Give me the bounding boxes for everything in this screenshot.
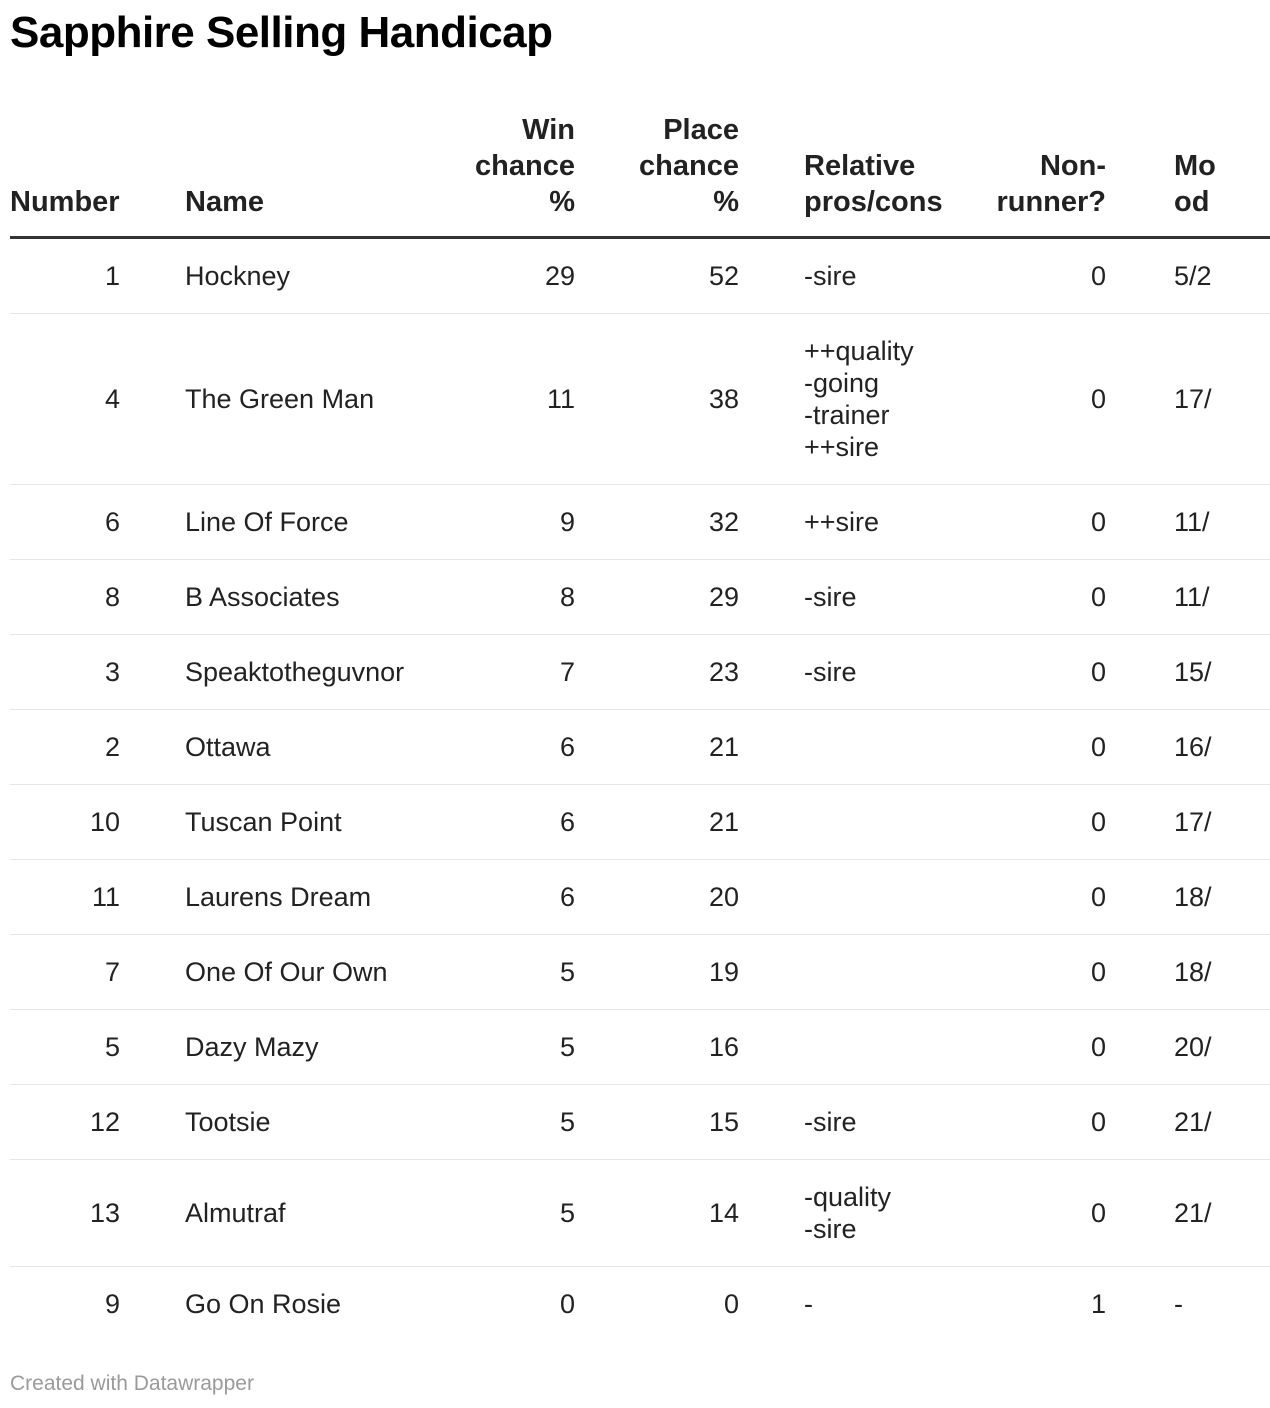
cell-odds: 11/ (1108, 560, 1270, 635)
cell-non-runner: 0 (941, 238, 1108, 314)
cell-odds: - (1174, 1289, 1183, 1319)
cell-odds: 20/ (1108, 1010, 1270, 1085)
table-row (10, 560, 1270, 635)
cell-place-chance: 21 (577, 710, 741, 785)
cell-place-chance: 19 (577, 935, 741, 1010)
cell-number: 9 (104, 1289, 120, 1319)
cell-odds: 17/ (1108, 314, 1270, 485)
cell-non-runner: 0 (941, 785, 1108, 860)
cell-non-runner: 1 (1090, 1289, 1106, 1319)
cell-place-chance: 15 (577, 1085, 741, 1160)
cell-place-chance: 52 (577, 238, 741, 314)
page-title: Sapphire Selling Handicap (10, 8, 553, 57)
cell-name: B Associates (122, 560, 422, 635)
cell-win-chance: 9 (422, 485, 577, 560)
column-header-place-chance[interactable]: Place chance % (577, 112, 741, 238)
cell-win-chance: 8 (422, 560, 577, 635)
table-row (10, 1085, 1270, 1160)
cell-non-runner: 0 (941, 935, 1108, 1010)
cell-number: 7 (10, 935, 122, 1010)
table-row (10, 935, 1270, 1010)
cell-place-chance: 0 (723, 1289, 739, 1319)
cell-relative (741, 1010, 941, 1085)
table-row (10, 635, 1270, 710)
cell-name: Go On Rosie (185, 1289, 342, 1319)
cell-win-chance: 0 (559, 1289, 575, 1319)
cell-win-chance: 5 (422, 935, 577, 1010)
table-row (10, 1010, 1270, 1085)
table-row (10, 1267, 1270, 1342)
cell-non-runner: 0 (941, 860, 1108, 935)
table-row (10, 785, 1270, 860)
cell-non-runner: 0 (941, 1085, 1108, 1160)
table-row (10, 314, 1270, 485)
cell-odds: 18/ (1108, 935, 1270, 1010)
runners-table (10, 112, 1270, 1341)
runners-table-container[interactable] (10, 112, 1216, 1341)
cell-name: One Of Our Own (122, 935, 422, 1010)
cell-number: 11 (10, 860, 122, 935)
column-header-odds[interactable]: Mo od (1108, 112, 1270, 238)
cell-odds: 16/ (1108, 710, 1270, 785)
cell-number: 4 (10, 314, 122, 485)
cell-relative (741, 860, 941, 935)
table-body (10, 238, 1270, 1342)
table-row (10, 238, 1270, 314)
cell-odds: 21/ (1108, 1085, 1270, 1160)
cell-number: 13 (10, 1160, 122, 1267)
cell-odds: 11/ (1108, 485, 1270, 560)
cell-place-chance: 14 (577, 1160, 741, 1267)
cell-win-chance: 6 (422, 710, 577, 785)
cell-relative (741, 935, 941, 1010)
cell-name: Ottawa (122, 710, 422, 785)
column-header-win-chance[interactable]: Win chance % (422, 112, 577, 238)
cell-place-chance: 38 (577, 314, 741, 485)
cell-number: 3 (10, 635, 122, 710)
cell-number: 6 (10, 485, 122, 560)
cell-relative: ++sire (741, 485, 941, 560)
cell-relative: -sire (741, 238, 941, 314)
cell-name: Dazy Mazy (122, 1010, 422, 1085)
table-row (10, 710, 1270, 785)
cell-non-runner: 0 (941, 485, 1108, 560)
cell-name: Line Of Force (122, 485, 422, 560)
cell-non-runner: 0 (941, 560, 1108, 635)
cell-number: 1 (10, 238, 122, 314)
cell-non-runner: 0 (941, 314, 1108, 485)
table-row (10, 1160, 1270, 1267)
header-row (10, 112, 1270, 238)
cell-relative: -sire (741, 560, 941, 635)
cell-relative: -sire (741, 1085, 941, 1160)
column-header-number[interactable]: Number (10, 112, 122, 238)
cell-win-chance: 6 (422, 785, 577, 860)
cell-non-runner: 0 (941, 635, 1108, 710)
cell-relative: -sire (741, 635, 941, 710)
cell-name: Tuscan Point (122, 785, 422, 860)
cell-win-chance: 29 (422, 238, 577, 314)
cell-win-chance: 5 (422, 1010, 577, 1085)
cell-relative: -quality -sire (741, 1160, 941, 1267)
cell-non-runner: 0 (941, 710, 1108, 785)
cell-name: Laurens Dream (122, 860, 422, 935)
cell-number: 12 (10, 1085, 122, 1160)
cell-name: The Green Man (122, 314, 422, 485)
cell-odds: 15/ (1108, 635, 1270, 710)
datawrapper-credit[interactable]: Created with Datawrapper (10, 1372, 254, 1395)
column-header-non-runner[interactable]: Non- runner? (941, 112, 1108, 238)
cell-odds: 5/2 (1108, 238, 1270, 314)
cell-odds: 18/ (1108, 860, 1270, 935)
column-header-relative[interactable]: Relative pros/cons (741, 112, 941, 238)
cell-win-chance: 7 (422, 635, 577, 710)
cell-win-chance: 5 (422, 1085, 577, 1160)
cell-win-chance: 11 (422, 314, 577, 485)
column-header-name[interactable]: Name (122, 112, 422, 238)
cell-place-chance: 29 (577, 560, 741, 635)
cell-number: 2 (10, 710, 122, 785)
cell-name: Speaktotheguvnor (122, 635, 422, 710)
cell-name: Hockney (122, 238, 422, 314)
cell-non-runner: 0 (941, 1010, 1108, 1085)
cell-number: 8 (10, 560, 122, 635)
cell-place-chance: 23 (577, 635, 741, 710)
cell-relative (741, 785, 941, 860)
table-row (10, 860, 1270, 935)
cell-place-chance: 16 (577, 1010, 741, 1085)
cell-name: Tootsie (122, 1085, 422, 1160)
cell-win-chance: 5 (422, 1160, 577, 1267)
cell-non-runner: 0 (941, 1160, 1108, 1267)
cell-place-chance: 32 (577, 485, 741, 560)
cell-odds: 17/ (1108, 785, 1270, 860)
table-row (10, 485, 1270, 560)
cell-name: Almutraf (122, 1160, 422, 1267)
cell-place-chance: 20 (577, 860, 741, 935)
cell-relative (741, 710, 941, 785)
cell-odds: 21/ (1108, 1160, 1270, 1267)
cell-relative: - (804, 1289, 813, 1319)
cell-win-chance: 6 (422, 860, 577, 935)
cell-relative: ++quality -going -trainer ++sire (741, 314, 941, 485)
cell-place-chance: 21 (577, 785, 741, 860)
cell-number: 10 (10, 785, 122, 860)
cell-number: 5 (10, 1010, 122, 1085)
